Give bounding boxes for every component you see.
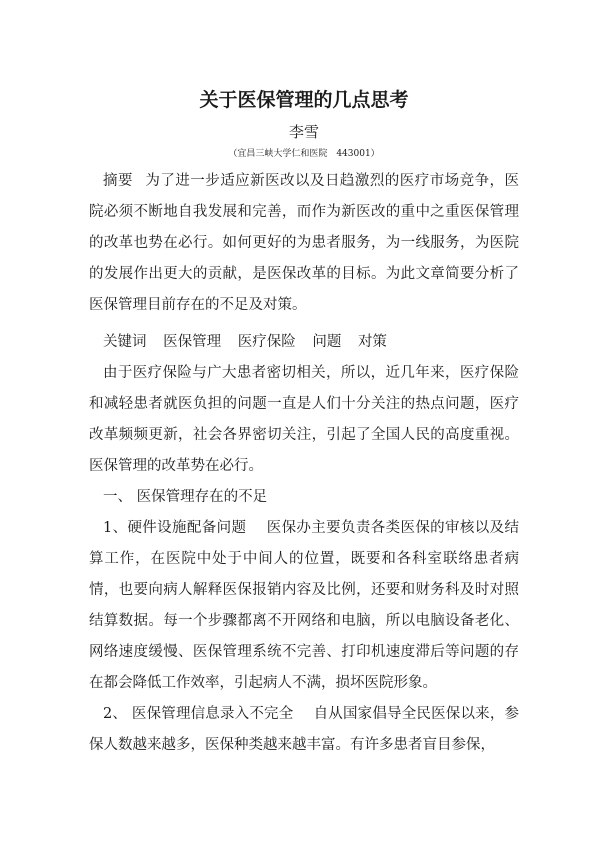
abstract-paragraph: [89, 166, 519, 321]
keyword-item: 医保管理: [163, 334, 222, 350]
subsection-paragraph: [89, 699, 519, 761]
author-name: 李雪: [288, 123, 319, 141]
section-heading: [89, 482, 519, 513]
subsection-text: 医保办主要负责各类医保的审核以及结算工作，在医院中处于中间人的位置，既要和各科室联络患者病情，也要向病人解释医保报销内容及比例，还要和财务科及时对照结算数据。每一个步骤都离不开网络和电脑，所以电脑设备老化、网络速度缓慢、医保管理系统不完善、打印机速度滞后等问题的存在都会降低工作效率，引起病人不满，损坏医院形象。: [89, 520, 519, 691]
keywords-label: 关键词: [103, 334, 147, 350]
keyword-item: 对策: [357, 334, 387, 350]
paper-page: [89, 88, 519, 761]
keyword-item: 医疗保险: [237, 334, 296, 350]
subsection-heading: 1、硬件设施配备问题: [103, 520, 247, 536]
subsection-text: 自从国家倡导全民医保以来，参保人数越来越多，医保种类越来越丰富。有许多患者盲目参保，: [89, 706, 519, 753]
subsection-heading: 2、 医保管理信息录入不完全: [103, 706, 294, 722]
keywords-line: [89, 327, 519, 358]
abstract-label: 摘要: [103, 173, 133, 189]
intro-paragraph: 由于医疗保险与广大患者密切相关，所以，近几年来，医疗保险和减轻患者就医负担的问题一直是人们十分关注的热点问题，医疗改革频频更新，社会各界密切关注，引起了全国人民的高度重视。 医保管理的改革势在必行。: [89, 365, 519, 474]
subsection-paragraph: [89, 513, 519, 699]
keyword-item: 问题: [312, 334, 342, 350]
section-heading-text: 一、 医保管理存在的不足: [103, 489, 268, 505]
abstract-text: 为了进一步适应新医改以及日趋激烈的医疗市场竞争，医院必须不断地自我发展和完善，而作为新医改的重中之重医保管理的改革也势在必行。如何更好的为患者服务，为一线服务，为医院的发展作出更大的贡献，是医保改革的目标。为此文章简要分析了医保管理目前存在的不足及对策。: [89, 173, 520, 313]
author-affiliation: （宜昌三峡大学仁和医院 443001）: [228, 149, 380, 159]
paper-title: 关于医保管理的几点思考: [199, 89, 409, 111]
